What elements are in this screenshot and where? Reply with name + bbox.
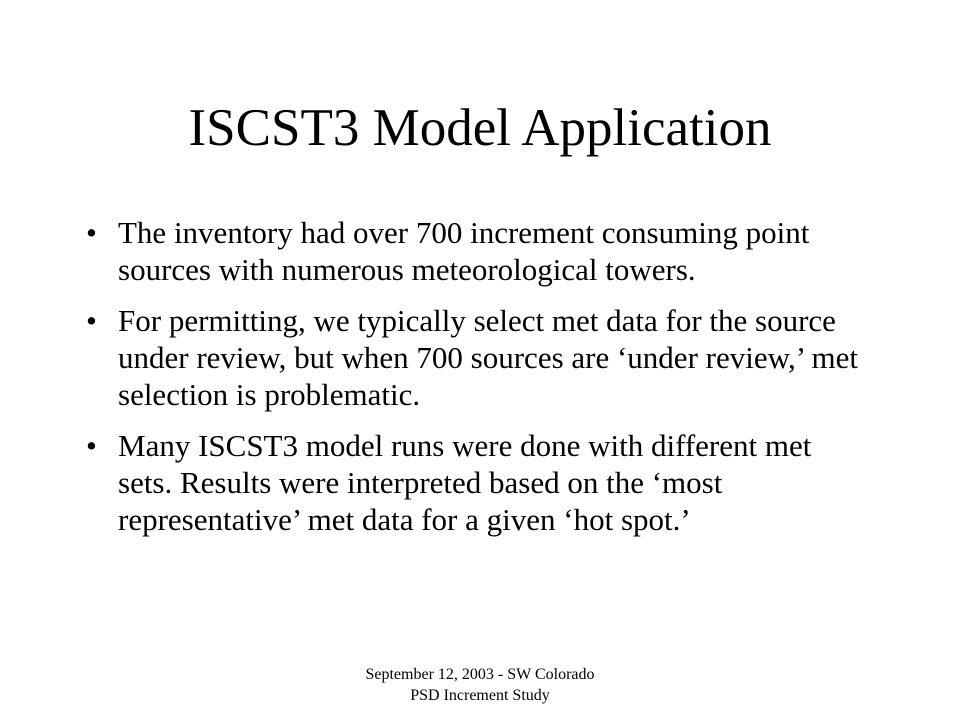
bullet-text: Many ISCST3 model runs were done with different met sets. Results were interpreted based on the ‘most representative’ met data for a given ‘hot spot.’ xyxy=(118,428,812,537)
bullet-dot-icon: • xyxy=(86,428,97,463)
bullet-dot-icon: • xyxy=(86,303,97,338)
bullet-list xyxy=(86,214,866,552)
bullet-item xyxy=(86,302,866,413)
slide-footer xyxy=(0,664,960,706)
bullet-text: For permitting, we typically select met data for the source under review, but when 700 sources are ‘under review,’ met selection is problematic. xyxy=(118,303,858,412)
bullet-item xyxy=(86,214,866,288)
bullet-item xyxy=(86,427,866,538)
footer-study-line: PSD Increment Study xyxy=(410,687,550,704)
bullet-dot-icon: • xyxy=(86,215,97,250)
bullet-text: The inventory had over 700 increment consuming point sources with numerous meteorological towers. xyxy=(118,215,810,287)
footer-date-line: September 12, 2003 - SW Colorado xyxy=(365,666,595,683)
slide-title: ISCST3 Model Application xyxy=(188,99,772,157)
